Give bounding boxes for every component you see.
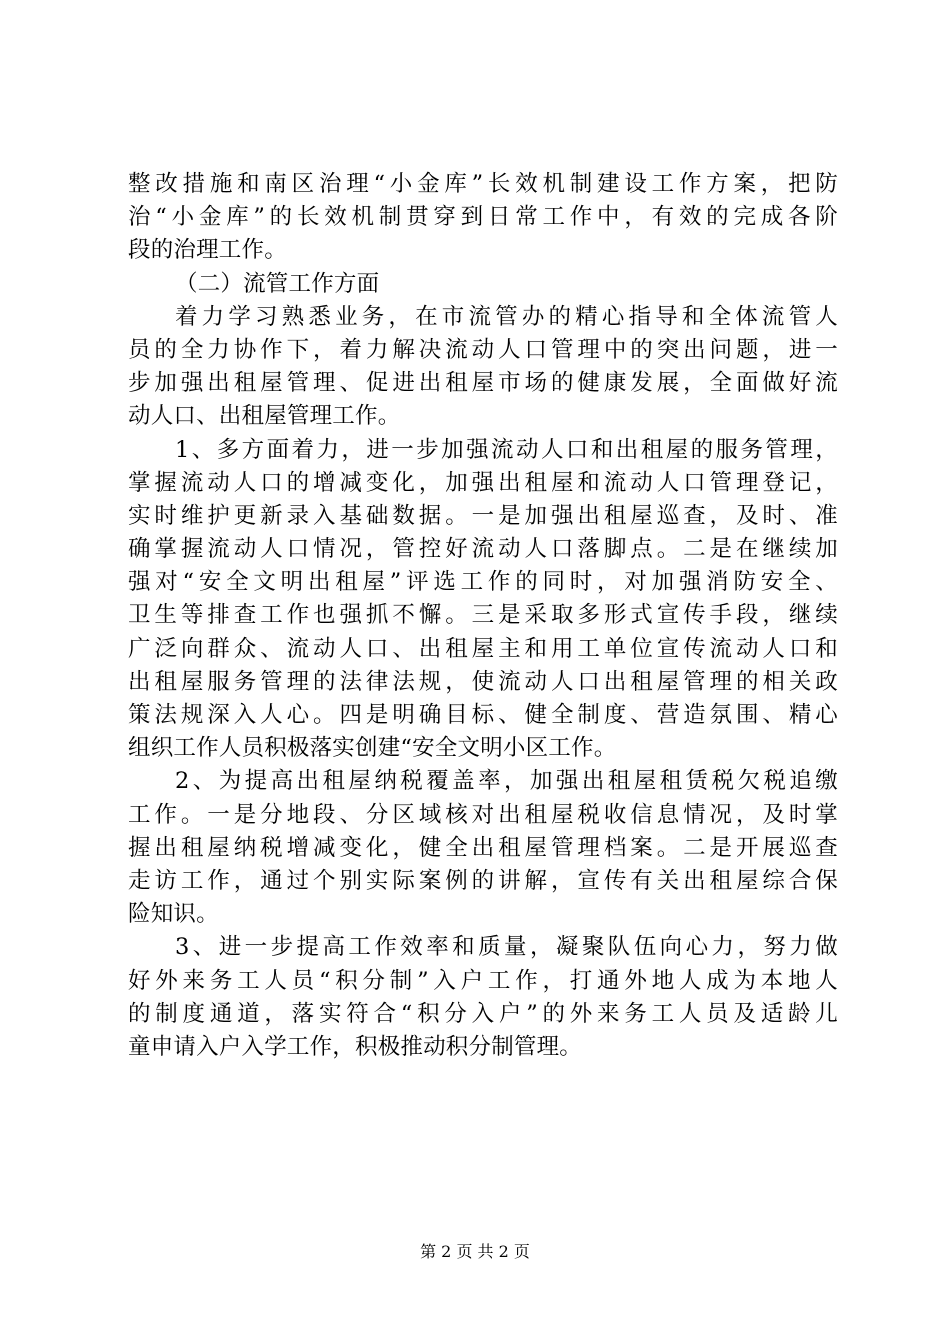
text-line: 好外来务工人员“积分制”入户工作，打通外地人成为本地人 (128, 967, 838, 994)
text-line: 治“小金库”的长效机制贯穿到日常工作中，有效的完成各阶 (128, 204, 838, 231)
text-line: 工作。一是分地段、分区域核对出租屋税收信息情况，及时掌 (128, 801, 838, 828)
document-body (128, 168, 838, 1064)
text-line: 童申请入户入学工作，积极推动积分制管理。 (128, 1033, 583, 1060)
text-line: 强对“安全文明出租屋”评选工作的同时，对加强消防安全、 (128, 569, 838, 596)
text-line: 3、进一步提高工作效率和质量，凝聚队伍向心力，努力做 (175, 934, 838, 961)
text-line: 确掌握流动人口情况，管控好流动人口落脚点。二是在继续加 (128, 536, 838, 563)
text-line: 掌握流动人口的增减变化，加强出租屋和流动人口管理登记， (128, 469, 838, 496)
text-line: 着力学习熟悉业务，在市流管办的精心指导和全体流管人 (175, 303, 838, 330)
text-line: 2、为提高出租屋纳税覆盖率，加强出租屋租赁税欠税追缴 (175, 768, 838, 795)
text-line: （二）流管工作方面 (175, 270, 380, 297)
text-line: 卫生等排查工作也强抓不懈。三是采取多形式宣传手段，继续 (128, 602, 838, 629)
text-line: 策法规深入人心。四是明确目标、健全制度、营造氛围、精心 (128, 702, 838, 728)
text-line: 动人口、出租屋管理工作。 (128, 403, 401, 430)
page-footer: 第 2 页 共 2 页 (420, 1242, 530, 1261)
text-line: 员的全力协作下，着力解决流动人口管理中的突出问题，进一 (128, 336, 838, 363)
text-line: 段的治理工作。 (128, 237, 287, 264)
text-line: 广泛向群众、流动人口、出租屋主和用工单位宣传流动人口和 (128, 635, 838, 662)
text-line: 实时维护更新录入基础数据。一是加强出租屋巡查，及时、准 (128, 502, 838, 529)
text-line: 整改措施和南区治理“小金库”长效机制建设工作方案，把防 (128, 171, 838, 197)
text-line: 出租屋服务管理的法律法规，使流动人口出租屋管理的相关政 (128, 668, 838, 695)
text-line: 步加强出租屋管理、促进出租屋市场的健康发展，全面做好流 (128, 370, 838, 397)
text-line: 组织工作人员积极落实创建“安全文明小区工作。 (128, 735, 617, 762)
text-line: 握出租屋纳税增减变化，健全出租屋管理档案。二是开展巡查 (128, 834, 838, 861)
text-line: 走访工作，通过个别实际案例的讲解，宣传有关出租屋综合保 (128, 867, 838, 894)
text-line: 险知识。 (128, 901, 219, 928)
text-line: 的制度通道，落实符合“积分入户”的外来务工人员及适龄儿 (128, 1000, 838, 1027)
text-line: 1、多方面着力，进一步加强流动人口和出租屋的服务管理， (175, 436, 838, 463)
